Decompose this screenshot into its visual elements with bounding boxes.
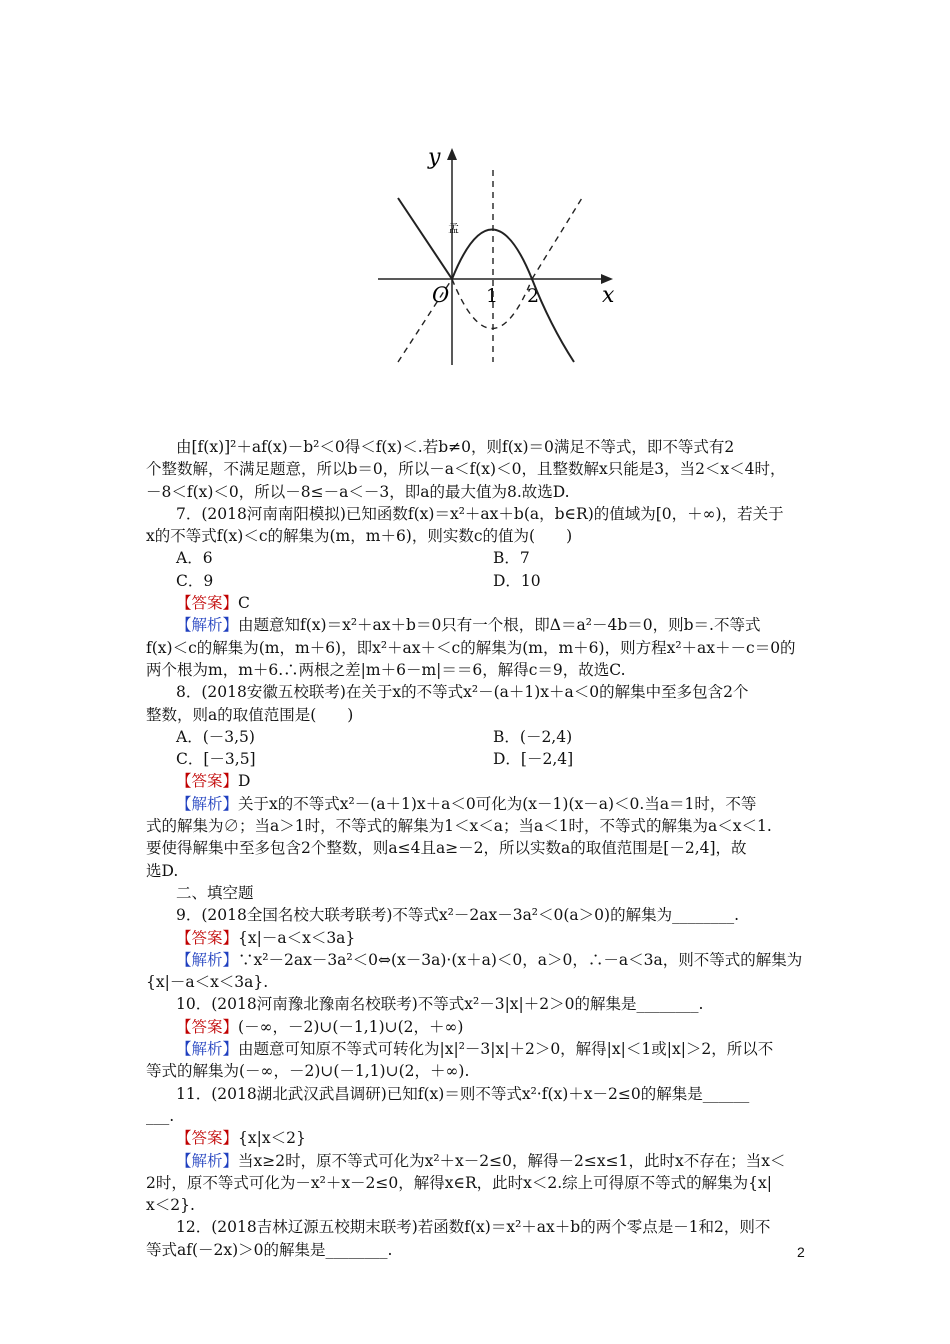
analysis-line: x＜2}. [146, 1196, 195, 1215]
option-a: A．(－3,5) [176, 727, 255, 746]
option-b: B．7 [493, 549, 530, 568]
section-heading: 二、填空题 [176, 883, 254, 902]
question-12-stem: 等式af(－2x)＞0的解集是________. [146, 1240, 393, 1259]
question-10-stem: 10．(2018河南豫北豫南名校联考)不等式x²－3|x|＋2＞0的解集是________. [176, 995, 704, 1014]
function-curve-solid [398, 198, 574, 362]
y-tick-label: 孟 [448, 222, 459, 235]
analysis-line: 等式的解集为(－∞，－2)∪(－1,1)∪(2，＋∞). [146, 1062, 470, 1081]
x-axis-label: x [602, 283, 615, 308]
analysis-text: 当x≥2时，原不等式可化为x²＋x－2≤0，解得－2≤x≤1，此时x不存在；当x＜ [238, 1151, 786, 1170]
answer-value: D [238, 772, 251, 791]
function-graph-figure [370, 140, 620, 372]
analysis-text: ∵x²－2ax－3a²＜0⇔(x－3a)·(x＋a)＜0，a＞0，∴－a＜3a，则不等式的解集为 [238, 950, 803, 969]
answer-tag: 【答案】 [176, 928, 239, 947]
analysis-tag: 【解析】 [176, 950, 239, 969]
analysis-line: 要使得解集中至多包含2个整数，则a≤4且a≥－2，所以实数a的取值范围是[－2,4]，故 [146, 839, 747, 858]
question-12-stem: 12．(2018吉林辽源五校期末联考)若函数f(x)＝x²＋ax＋b的两个零点是－1和2，则不 [176, 1218, 771, 1237]
analysis-line: {x|－a＜x＜3a}. [146, 973, 269, 992]
question-8-stem: 8．(2018安徽五校联考)在关于x的不等式x²－(a＋1)x＋a＜0的解集中至多包含2个 [176, 683, 749, 702]
question-9-analysis [146, 949, 810, 971]
question-7-options [146, 547, 810, 569]
question-11-answer [146, 1127, 810, 1149]
document-body [146, 436, 810, 1261]
analysis-line: 式的解集为∅；当a＞1时，不等式的解集为1＜x＜a；当a＜1时，不等式的解集为a＜x＜1. [146, 817, 772, 836]
solution-line: 个整数解，不满足题意，所以b＝0，所以－a＜f(x)＜0，且整数解x只能是3，当2＜x＜4时， [146, 460, 786, 479]
option-c: C．[－3,5] [176, 750, 256, 769]
analysis-tag: 【解析】 [176, 1151, 239, 1170]
answer-value: {x|－a＜x＜3a} [238, 928, 356, 947]
question-8-options [146, 726, 810, 748]
line-dashed-right [532, 198, 582, 279]
question-8-analysis [146, 793, 810, 815]
y-axis-label: y [428, 145, 441, 170]
option-d: D．[－2,4] [493, 750, 574, 769]
analysis-text: 由题意知f(x)＝x²＋ax＋b＝0只有一个根，即Δ＝a²－4b＝0，则b＝.不等式 [238, 616, 761, 635]
question-10-analysis [146, 1038, 810, 1060]
y-axis-arrow [447, 148, 457, 160]
analysis-tag: 【解析】 [176, 616, 239, 635]
option-d: D．10 [493, 571, 541, 590]
x-tick-1-label: 1 [486, 285, 499, 307]
answer-tag: 【答案】 [176, 594, 239, 613]
analysis-line: 两个根为m，m＋6.∴两根之差|m＋6－m|＝＝6，解得c＝9，故选C. [146, 660, 626, 679]
question-7-answer [146, 592, 810, 614]
question-7-stem: 7．(2018河南南阳模拟)已知函数f(x)＝x²＋ax＋b(a，b∈R)的值域为[0，＋∞)，若关于 [176, 504, 784, 523]
analysis-line: 2时，原不等式可化为－x²＋x－2≤0，解得x∈R，此时x＜2.综上可得原不等式的解集为{x| [146, 1173, 773, 1192]
question-11-analysis [146, 1150, 810, 1172]
option-b: B．(－2,4) [493, 727, 573, 746]
solution-line: 由[f(x)]²＋af(x)－b²＜0得＜f(x)＜.若b≠0，则f(x)＝0满足不等式，即不等式有2 [176, 438, 735, 456]
question-7-stem: x的不等式f(x)＜c的解集为(m，m＋6)，则实数c的值为( ) [146, 527, 573, 546]
analysis-text: 由题意可知原不等式可转化为|x|²－3|x|＋2＞0，解得|x|＜1或|x|＞2，所以不 [238, 1040, 774, 1059]
question-8-stem: 整数，则a的取值范围是( ) [146, 705, 354, 724]
question-10-answer [146, 1016, 810, 1038]
analysis-tag: 【解析】 [176, 794, 239, 813]
option-c: C．9 [176, 571, 214, 590]
question-11-stem: ___. [146, 1106, 175, 1125]
question-7-options [146, 570, 810, 592]
answer-tag: 【答案】 [176, 1129, 239, 1148]
answer-tag: 【答案】 [176, 1017, 239, 1036]
question-8-options [146, 748, 810, 770]
page-number: 2 [797, 1244, 805, 1260]
answer-tag: 【答案】 [176, 772, 239, 791]
answer-value: {x|x＜2} [238, 1129, 306, 1148]
solution-line: －8＜f(x)＜0，所以－8≤－a＜－3，即a的最大值为8.故选D. [146, 482, 570, 501]
question-11-stem: 11．(2018湖北武汉武昌调研)已知f(x)＝则不等式x²·f(x)＋x－2≤0的解集是______ [176, 1084, 750, 1103]
analysis-line: 选D. [146, 861, 179, 880]
x-tick-2-label: 2 [527, 285, 540, 307]
question-7-analysis [146, 614, 810, 636]
question-8-answer [146, 770, 810, 792]
analysis-tag: 【解析】 [176, 1040, 239, 1059]
question-9-stem: 9．(2018全国名校大联考联考)不等式x²－2ax－3a²＜0(a＞0)的解集为________. [176, 906, 740, 925]
option-a: A．6 [176, 549, 213, 568]
answer-value: (－∞，－2)∪(－1,1)∪(2，＋∞) [238, 1017, 464, 1036]
analysis-text: 关于x的不等式x²－(a＋1)x＋a＜0可化为(x－1)(x－a)＜0.当a＝1时，不等 [238, 794, 757, 813]
answer-value: C [238, 594, 250, 613]
origin-label: O [432, 283, 450, 307]
analysis-line: f(x)＜c的解集为(m，m＋6)，即x²＋ax＋＜c的解集为(m，m＋6)，则方程x²＋ax＋－c＝0的 [146, 638, 796, 657]
question-9-answer [146, 927, 810, 949]
